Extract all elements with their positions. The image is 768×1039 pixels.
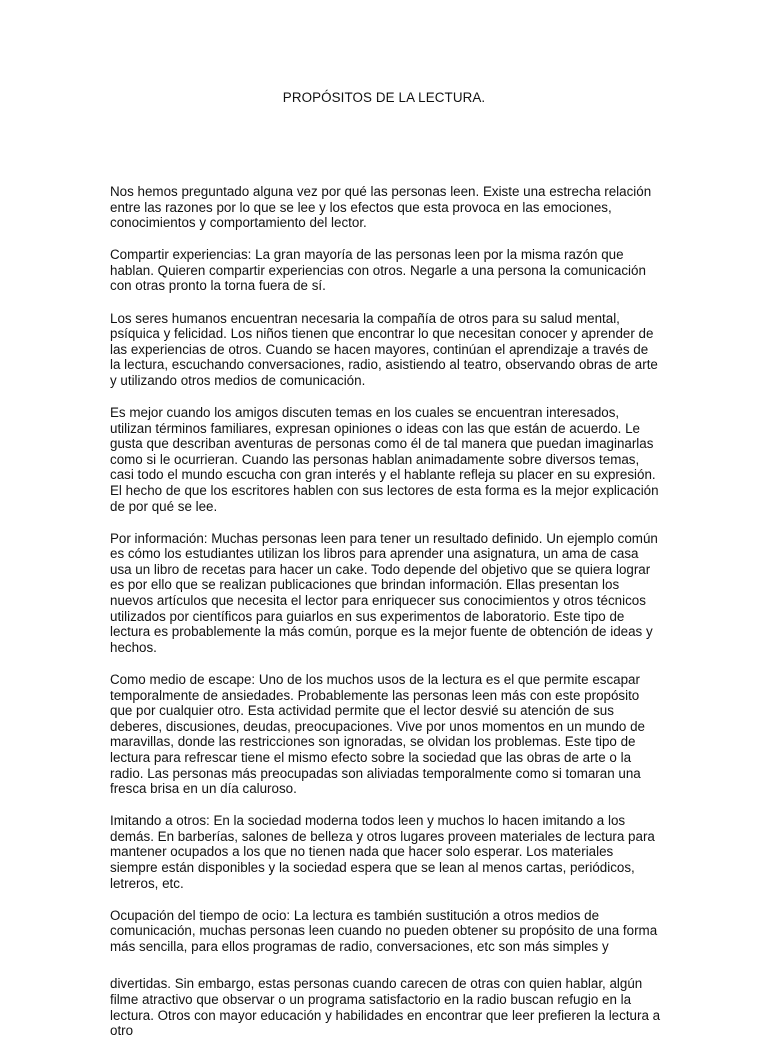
paragraph-imitando-a-otros: Imitando a otros: En la sociedad moderna todos leen y muchos lo hacen imitando a los demás. En barberías, salones de belleza y otros lugares proveen materiales de lectura para mantener ocupados a los que no tienen nada que hacer solo esperar. Los materiales siempre están disponibles y la sociedad espera que se lean al menos cartas, periódicos, letreros, etc. (110, 813, 655, 891)
document-title: PROPÓSITOS DE LA LECTURA. (282, 90, 486, 105)
paragraph-amigos: Es mejor cuando los amigos discuten temas en los cuales se encuentran interesados, utilizan términos familiares, expresan opiniones o ideas con las que están de acuerdo. Le gusta que describan aventuras de personas como él de tal manera que puedan imaginarlas como si le ocurrieran. Cuando las personas hablan animadamente sobre diversos temas, casi todo el mundo escucha con gran interés y el hablante refleja su placer en su expresión. El hecho de que los escritores hablen con sus lectores de esta forma es la mejor explicación de por qué se lee. (110, 405, 659, 514)
paragraph-intro: Nos hemos preguntado alguna vez por qué las personas leen. Existe una estrecha relación entre las razones por lo que se lee y los efectos que esta provoca en las emociones, conocimientos y comportamiento del lector. (110, 184, 652, 231)
paragraph-seres-humanos: Los seres humanos encuentran necesaria la compañía de otros para su salud mental, psíquica y felicidad. Los niños tienen que encontrar lo que necesitan conocer y aprender de las experiencias de otros. Cuando se hacen mayores, continúan el aprendizaje a través de la lectura, escuchando conversaciones, radio, asistiendo al teatro, observando obras de arte y utilizando otros medios de comunicación. (110, 310, 658, 388)
paragraph-medio-de-escape: Como medio de escape: Uno de los muchos usos de la lectura es el que permite escapar temporalmente de ansiedades. Probablemente las personas leen más con este propósito que por cualquier otro. Esta actividad permite que el lector desvié su atención de sus deberes, discusiones, deudas, preocupaciones. Vive por unos momentos en un mundo de maravillas, donde las restricciones son ignoradas, se olvidan los problemas. Este tipo de lectura para refrescar tiene el mismo efecto sobre la sociedad que las obras de arte o la radio. Las personas más preocupadas son aliviadas temporalmente como si tomaran una fresca brisa en un día caluroso. (110, 671, 645, 797)
paragraph-compartir-experiencias: Compartir experiencias: La gran mayoría de las personas leen por la misma razón que hablan. Quieren compartir experiencias con otros. Negarle a una persona la comunicación con otras pronto la torna fuera de sí. (110, 247, 646, 294)
document-body (110, 184, 662, 1039)
paragraph-divertidas: divertidas. Sin embargo, estas personas cuando carecen de otras con quien hablar, algún filme atractivo que observar o un programa satisfactorio en la radio buscan refugio en la lectura. Otros con mayor educación y habilidades en encontrar que leer prefieren la lectura a otro (110, 976, 661, 1039)
paragraph-tiempo-de-ocio: Ocupación del tiempo de ocio: La lectura es también sustitución a otros medios de comunicación, muchas personas leen cuando no pueden obtener su propósito de una forma más sencilla, para ellos programas de radio, conversaciones, etc son más simples y (110, 907, 658, 954)
paragraph-por-informacion: Por información: Muchas personas leen para tener un resultado definido. Un ejemplo común es cómo los estudiantes utilizan los libros para aprender una asignatura, un ama de casa usa un libro de recetas para hacer un cake. Todo depende del objetivo que se quiera lograr es por ello que se realizan publicaciones que brindan información. Ellas presentan los nuevos artículos que necesita el lector para enriquecer sus conocimientos y otros técnicos utilizados por científicos para guiarlos en sus experimentos de laboratorio. Este tipo de lectura es probablemente la más común, porque es la mejor fuente de obtención de ideas y hechos. (110, 530, 658, 655)
